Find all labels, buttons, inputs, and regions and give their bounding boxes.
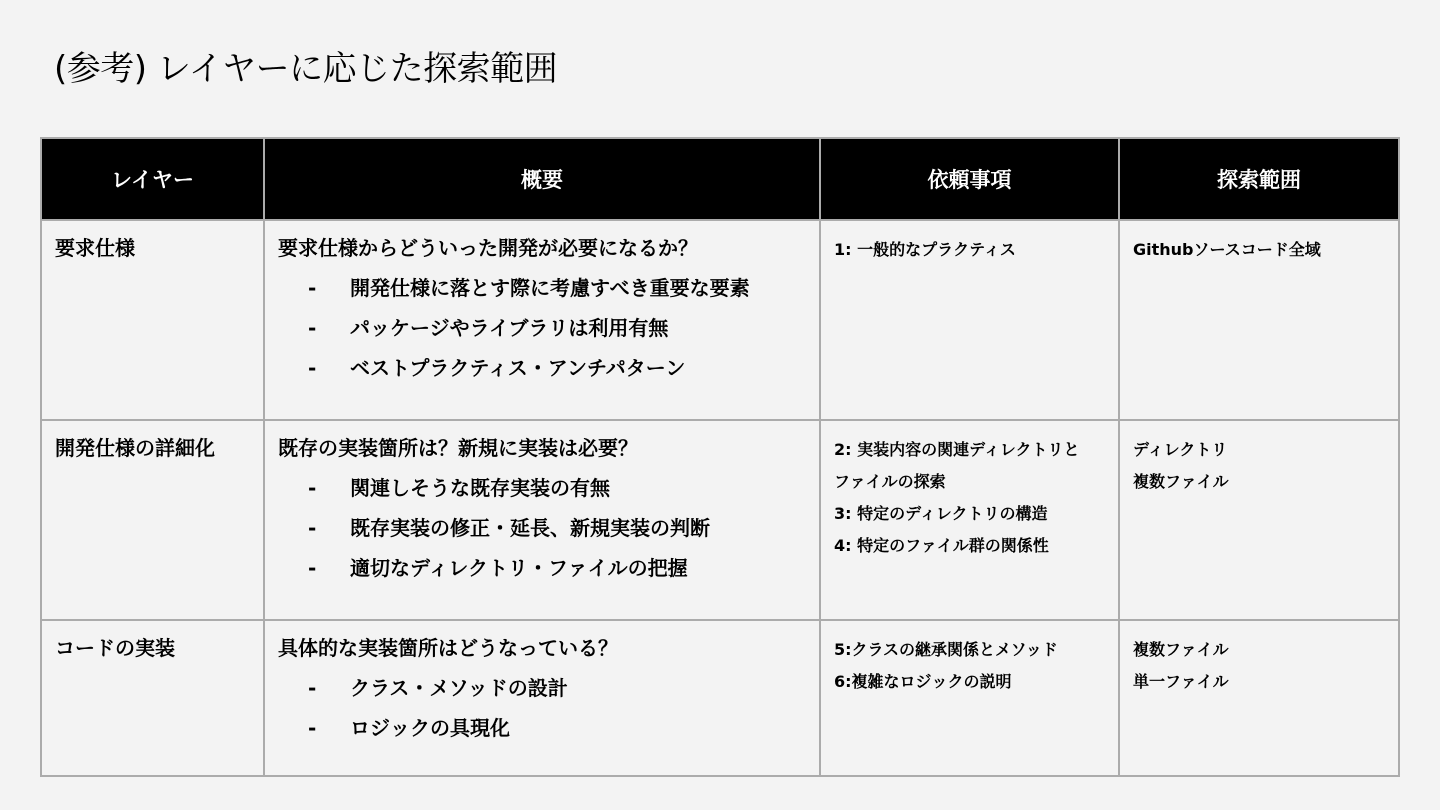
request-item: 2: 実装内容の関連ディレクトリと	[834, 440, 1080, 459]
summary-question: 既存の実装箇所は？新規に実装は必要？	[278, 436, 638, 460]
request-item: 1: 一般的なプラクティス	[834, 240, 1016, 259]
bullet-text: 既存実装の修正・延長、新規実装の判断	[350, 516, 710, 540]
request-item: 5:クラスの継承関係とメソッド	[834, 640, 1058, 659]
scope-cell	[1119, 420, 1399, 620]
header-layer: レイヤー	[41, 138, 264, 220]
scope-cell	[1119, 620, 1399, 776]
bullet-text: ロジックの具現化	[350, 716, 510, 740]
requests-cell	[820, 420, 1119, 620]
summary-bullet	[278, 553, 819, 593]
bullet-dash: -	[308, 716, 317, 740]
summary-bullet	[278, 513, 819, 553]
summary-bullet	[278, 673, 819, 713]
header-summary: 概要	[264, 138, 820, 220]
header-requests: 依頼事項	[820, 138, 1119, 220]
summary-bullet	[278, 473, 819, 513]
summary-cell	[264, 420, 820, 620]
scope-item: ディレクトリ	[1133, 440, 1228, 459]
scope-item: 複数ファイル	[1133, 472, 1229, 491]
summary-bullet-list	[278, 673, 819, 753]
summary-cell	[264, 220, 820, 420]
summary-bullet-list	[278, 273, 819, 393]
summary-question: 要求仕様からどういった開発が必要になるか？	[278, 236, 698, 260]
summary-bullet-list	[278, 473, 819, 593]
bullet-dash: -	[308, 476, 317, 500]
request-item: 3: 特定のディレクトリの構造	[834, 504, 1048, 523]
bullet-dash: -	[308, 676, 317, 700]
slide-title: (参考) レイヤーに応じた探索範囲	[54, 49, 558, 89]
scope-item: Githubソースコード全域	[1133, 240, 1321, 259]
layer-cell: 開発仕様の詳細化	[41, 420, 264, 620]
summary-question: 具体的な実装箇所はどうなっている？	[278, 636, 618, 660]
scope-item: 単一ファイル	[1133, 672, 1229, 691]
request-item: 4: 特定のファイル群の関係性	[834, 536, 1049, 555]
bullet-text: パッケージやライブラリは利用有無	[350, 316, 669, 340]
scope-item: 複数ファイル	[1133, 640, 1229, 659]
layer-cell: 要求仕様	[41, 220, 264, 420]
bullet-dash: -	[308, 556, 317, 580]
bullet-text: 適切なディレクトリ・ファイルの把握	[350, 556, 688, 580]
table-row	[41, 620, 1399, 776]
bullet-dash: -	[308, 276, 317, 300]
layer-cell: コードの実装	[41, 620, 264, 776]
table-row	[41, 220, 1399, 420]
bullet-text: 開発仕様に落とす際に考慮すべき重要な要素	[350, 276, 750, 300]
summary-bullet	[278, 273, 819, 313]
scope-cell	[1119, 220, 1399, 420]
bullet-dash: -	[308, 356, 317, 380]
request-item: ファイルの探索	[834, 472, 946, 491]
bullet-dash: -	[308, 516, 317, 540]
requests-cell	[820, 220, 1119, 420]
bullet-text: ベストプラクティス・アンチパターン	[350, 356, 686, 380]
bullet-text: クラス・メソッドの設計	[350, 676, 568, 700]
request-item: 6:複雑なロジックの説明	[834, 672, 1012, 691]
bullet-dash: -	[308, 316, 317, 340]
summary-cell	[264, 620, 820, 776]
table-row	[41, 420, 1399, 620]
requests-cell	[820, 620, 1119, 776]
summary-bullet	[278, 313, 819, 353]
bullet-text: 関連しそうな既存実装の有無	[350, 476, 610, 500]
header-scope: 探索範囲	[1119, 138, 1399, 220]
layer-exploration-table	[40, 137, 1400, 777]
summary-bullet	[278, 713, 819, 753]
table-header-row	[41, 138, 1399, 220]
summary-bullet	[278, 353, 819, 393]
